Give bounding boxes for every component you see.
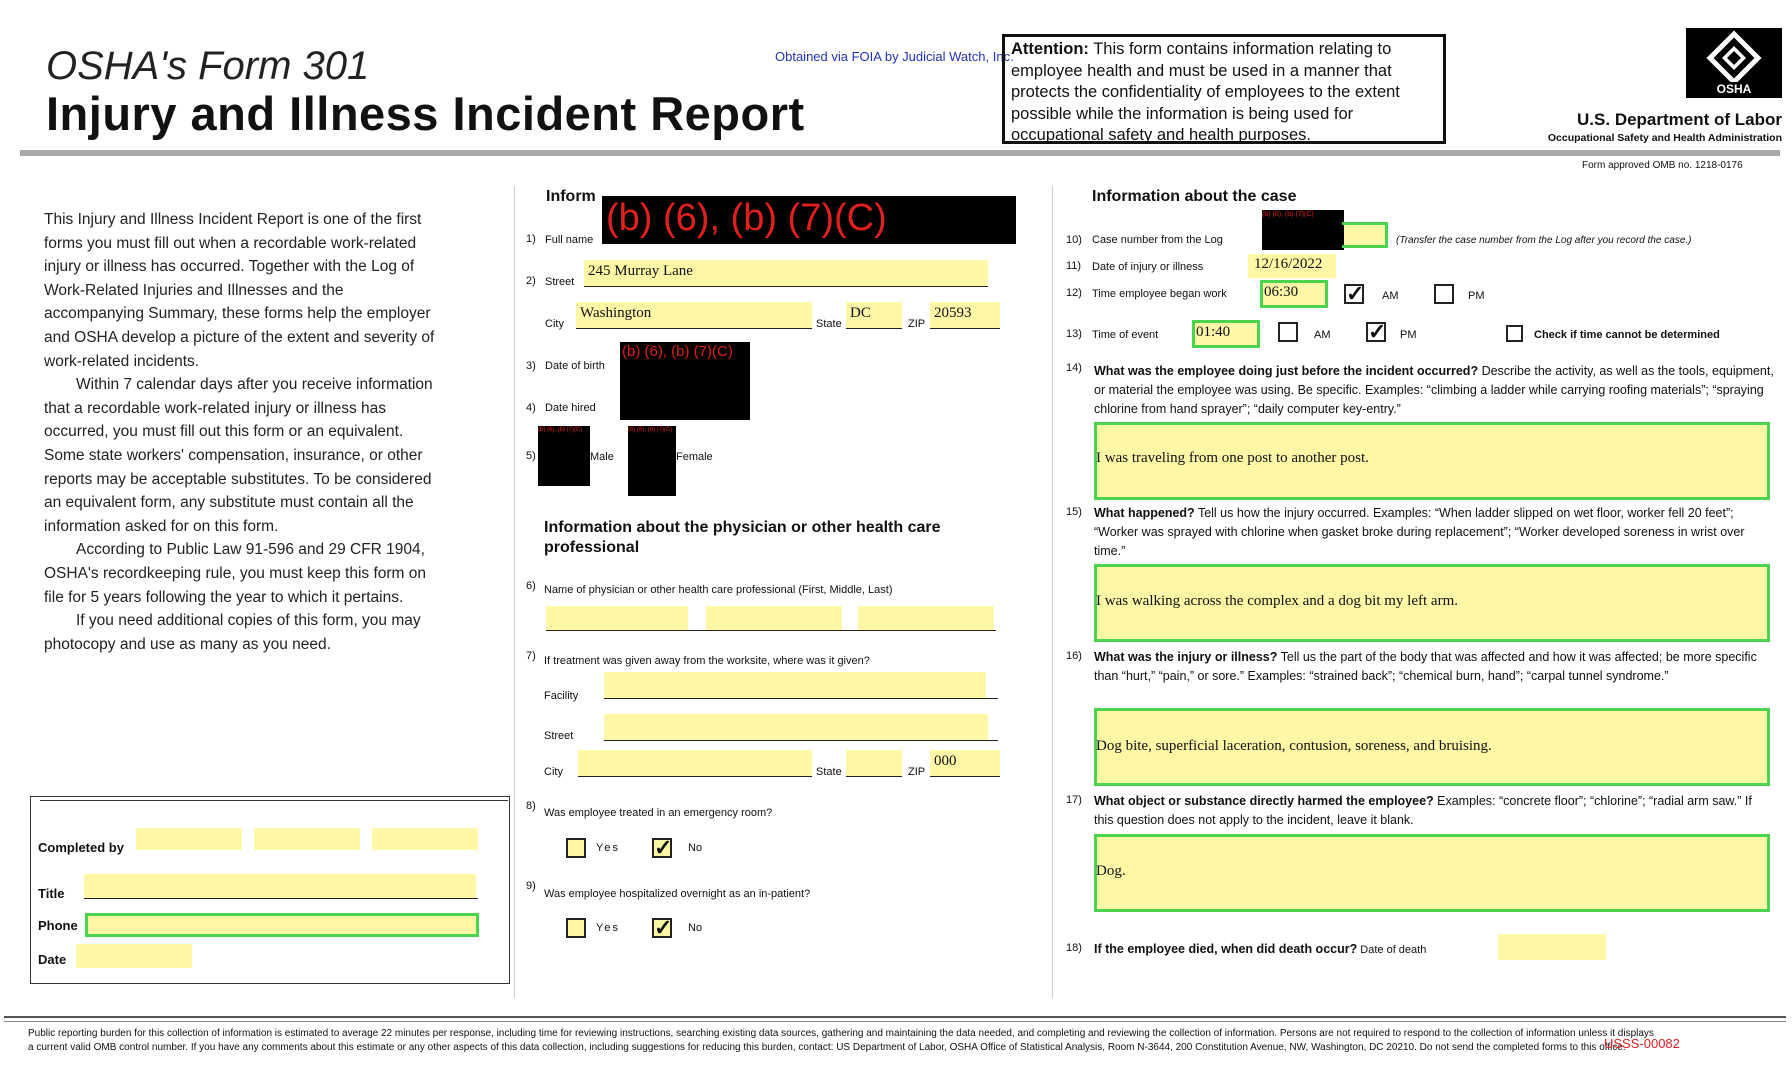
q16-detail: Tell us the part of the body that was affected and how it was affected; be more specific than “hurt,” “pain,” or sore.” Examples: “strained back”; “chemical burn, hand”; “carpal tunnel syndrome.” bbox=[1094, 650, 1757, 683]
bates-number: USSS-00082 bbox=[1604, 1036, 1680, 1051]
physician-last[interactable] bbox=[858, 606, 994, 630]
q15-bold: What happened? bbox=[1094, 506, 1195, 520]
agency: Occupational Safety and Health Administration bbox=[1547, 132, 1782, 144]
facility-city-label: City bbox=[544, 766, 563, 778]
event-am-checkbox[interactable] bbox=[1278, 322, 1298, 342]
facility-street-label: Street bbox=[544, 730, 574, 742]
male-label: Male bbox=[590, 451, 614, 463]
completed-by-label: Completed by bbox=[38, 840, 124, 855]
event-pm-label: PM bbox=[1400, 329, 1417, 341]
began-am-label: AM bbox=[1382, 290, 1399, 302]
physician-middle[interactable] bbox=[706, 606, 842, 630]
employee-state-value: DC bbox=[850, 305, 871, 321]
er-question: Was employee treated in an emergency room? bbox=[544, 807, 773, 819]
q16-text bbox=[1094, 648, 1774, 686]
city-label: City bbox=[545, 318, 564, 330]
hosp-yes-checkbox[interactable] bbox=[566, 918, 586, 938]
date-of-death-field[interactable] bbox=[1498, 934, 1606, 960]
q15-answer: I was walking across the complex and a dog bit my left arm. bbox=[1096, 593, 1458, 609]
facility-street-field[interactable] bbox=[604, 714, 988, 740]
case-number-label: Case number from the Log bbox=[1092, 234, 1223, 246]
osha-logo bbox=[1686, 28, 1782, 98]
intro-p4: If you need additional copies of this form, you may photocopy and use as many as you need. bbox=[44, 612, 421, 653]
employee-zip-value: 20593 bbox=[934, 305, 972, 321]
employee-street-value: 245 Murray Lane bbox=[588, 263, 693, 279]
event-am-label: AM bbox=[1314, 329, 1331, 341]
hosp-yes-label: Yes bbox=[596, 922, 620, 934]
completed-by-middle[interactable] bbox=[254, 828, 360, 850]
female-label: Female bbox=[676, 451, 713, 463]
cannot-determine-label: Check if time cannot be determined bbox=[1534, 329, 1720, 341]
intro-p1: This Injury and Illness Incident Report is one of the first forms you must fill out when a recordable work-related injury or illness has occurred. Together with the Log of Work-Related Injuries and Illnesses and the accompanying Summary, these forms help the employer and OSHA develop a picture of the extent and severity of work-related incidents. bbox=[44, 211, 435, 370]
footer-burden-text: Public reporting burden for this collection of information is estimated to average 22 minutes per response, including time for reviewing instructions, searching existing data sources, gathering and maintaining the data needed, and completing and reviewing the collection of information. Persons are not required to respond to the collection of information unless it displays a current valid OMB control number. If you have any comments about this estimate or any other aspects of this data collection, including suggestions for reducing this burden, contact: US Department of Labor, OSHA Office of Statistical Analysis, Room N-3644, 200 Constitution Avenue, NW, Washington, DC 20210. Do not send the completed forms to this office. bbox=[28, 1028, 1654, 1053]
intro-p3: According to Public Law 91-596 and 29 CFR 1904, OSHA's recordkeeping rule, you must keep this form on file for 5 years following the year to which it pertains. bbox=[44, 541, 427, 606]
employee-city-value: Washington bbox=[580, 305, 652, 321]
physician-heading: Information about the physician or other health care professional bbox=[544, 519, 941, 556]
redaction-male: (b) (6), (b) (7)(C) bbox=[538, 426, 590, 486]
hospitalized-question: Was employee hospitalized overnight as an in-patient? bbox=[544, 888, 811, 900]
q16-bold: What was the injury or illness? bbox=[1094, 650, 1278, 664]
full-name-label: Full name bbox=[545, 234, 594, 246]
department: U.S. Department of Labor bbox=[1577, 110, 1782, 129]
completed-by-last[interactable] bbox=[372, 828, 478, 850]
title-label: Title bbox=[38, 886, 65, 901]
q15-text bbox=[1094, 504, 1774, 561]
hosp-no-label: No bbox=[688, 922, 703, 934]
header-rule bbox=[20, 150, 1780, 156]
q14-bold: What was the employee doing just before the incident occurred? bbox=[1094, 364, 1479, 378]
q17-bold: What object or substance directly harmed the employee? bbox=[1094, 794, 1434, 808]
dob-label: Date of birth bbox=[545, 360, 605, 372]
intro-p2: Within 7 calendar days after you receive information that a recordable work-related injury or illness has occurred, you must fill out this form or an equivalent. Some state workers' compensation, insurance, or other reports may be acceptable substitutes. To be considered an equivalent form, any substitute must contain all the information asked for on this form. bbox=[44, 376, 433, 535]
page-title: Injury and Illness Incident Report bbox=[46, 87, 805, 140]
employee-heading: Inform bbox=[546, 188, 596, 205]
event-pm-checkbox[interactable]: ✓ bbox=[1368, 319, 1387, 344]
q17-detail: Examples: “concrete floor”; “chlorine”; “radial arm saw.” If this question does not apply to the incident, leave it blank. bbox=[1094, 794, 1752, 827]
q18-text bbox=[1094, 940, 1494, 960]
q18-detail: Date of death bbox=[1357, 944, 1427, 956]
omb-number: Form approved OMB no. 1218-0176 bbox=[1582, 160, 1743, 171]
time-began-label: Time employee began work bbox=[1092, 288, 1227, 300]
q17-text bbox=[1094, 792, 1774, 830]
q14-text bbox=[1094, 362, 1774, 419]
began-pm-checkbox[interactable] bbox=[1434, 284, 1454, 304]
completed-title-field[interactable] bbox=[84, 874, 476, 898]
facility-zip-value: 000 bbox=[934, 753, 957, 769]
facility-state-label: State bbox=[816, 766, 842, 778]
date-hired-label: Date hired bbox=[545, 402, 596, 414]
q14-answer: I was traveling from one post to another post. bbox=[1096, 450, 1369, 466]
attention-text: This form contains information relating to employee health and must be used in a manner that protects the confidentiality of employees to the extent possible while the information is being used for occupational safety and health purposes. bbox=[1011, 40, 1400, 144]
attention-label: Attention: bbox=[1011, 40, 1089, 58]
q15-detail: Tell us how the injury occurred. Examples: “When ladder slipped on wet floor, worker fell 20 feet”; “Worker was sprayed with chlorine when gasket broke during replacement”; “Worker developed soreness in wrist over time.” bbox=[1094, 506, 1745, 558]
facility-zip-label: ZIP bbox=[908, 766, 926, 778]
completed-date-field[interactable] bbox=[76, 944, 192, 968]
facility-city-field[interactable] bbox=[578, 750, 812, 776]
form-name: OSHA's Form 301 bbox=[46, 44, 370, 88]
facility-label: Facility bbox=[544, 690, 579, 702]
state-label: State bbox=[816, 318, 842, 330]
q16-answer: Dog bite, superficial laceration, contusion, soreness, and bruising. bbox=[1096, 738, 1492, 754]
intro-text bbox=[44, 208, 444, 656]
redaction-full-name: (b) (6), (b) (7)(C) bbox=[602, 196, 1016, 244]
er-no-checkbox[interactable]: ✓ bbox=[654, 835, 673, 860]
physician-name-label: Name of physician or other health care professional (First, Middle, Last) bbox=[544, 584, 893, 596]
foia-note: Obtained via FOIA by Judicial Watch, Inc. bbox=[775, 49, 1014, 64]
osha-emblem-icon bbox=[1686, 28, 1782, 82]
treatment-location-label: If treatment was given away from the worksite, where was it given? bbox=[544, 655, 870, 667]
case-number-note: (Transfer the case number from the Log after you record the case.) bbox=[1396, 235, 1692, 246]
case-heading: Information about the case bbox=[1092, 188, 1297, 205]
time-event-value: 01:40 bbox=[1196, 324, 1231, 340]
zip-label: ZIP bbox=[908, 318, 926, 330]
er-yes-label: Yes bbox=[596, 842, 620, 854]
cannot-determine-checkbox[interactable] bbox=[1506, 325, 1523, 342]
osha-logo-text: OSHA bbox=[1716, 82, 1752, 96]
date-label: Date bbox=[38, 952, 67, 967]
q18-bold: If the employee died, when did death occur? bbox=[1094, 942, 1358, 956]
began-am-checkbox[interactable]: ✓ bbox=[1346, 281, 1365, 306]
er-yes-checkbox[interactable] bbox=[566, 838, 586, 858]
injury-date-value: 12/16/2022 bbox=[1254, 256, 1323, 272]
began-pm-label: PM bbox=[1468, 290, 1485, 302]
street-label: Street bbox=[545, 276, 575, 288]
time-began-value: 06:30 bbox=[1264, 284, 1299, 300]
attention-box bbox=[1002, 34, 1446, 144]
q17-answer: Dog. bbox=[1096, 863, 1126, 879]
redaction-female: (b) (6), (b) (7)(C) bbox=[628, 426, 676, 496]
physician-first[interactable] bbox=[546, 606, 688, 630]
completed-by-first[interactable] bbox=[136, 828, 242, 850]
redaction-case-number: (b) (6), (b) (7)(C) bbox=[1262, 210, 1344, 250]
facility-field[interactable] bbox=[604, 672, 986, 698]
injury-date-label: Date of injury or illness bbox=[1092, 261, 1204, 273]
er-no-label: No bbox=[688, 842, 703, 854]
q14-detail: Describe the activity, as well as the tools, equipment, or material the employee was using. Be specific. Examples: “climbing a ladder while carrying roofing materials”; “spraying chlorine from hand sprayer”; “daily computer key-entry.” bbox=[1094, 364, 1774, 416]
redaction-dob: (b) (6), (b) (7)(C) bbox=[620, 342, 750, 420]
hosp-no-checkbox[interactable]: ✓ bbox=[654, 915, 673, 940]
time-event-label: Time of event bbox=[1092, 329, 1159, 341]
facility-state-field[interactable] bbox=[846, 750, 902, 776]
phone-label: Phone bbox=[38, 918, 78, 933]
